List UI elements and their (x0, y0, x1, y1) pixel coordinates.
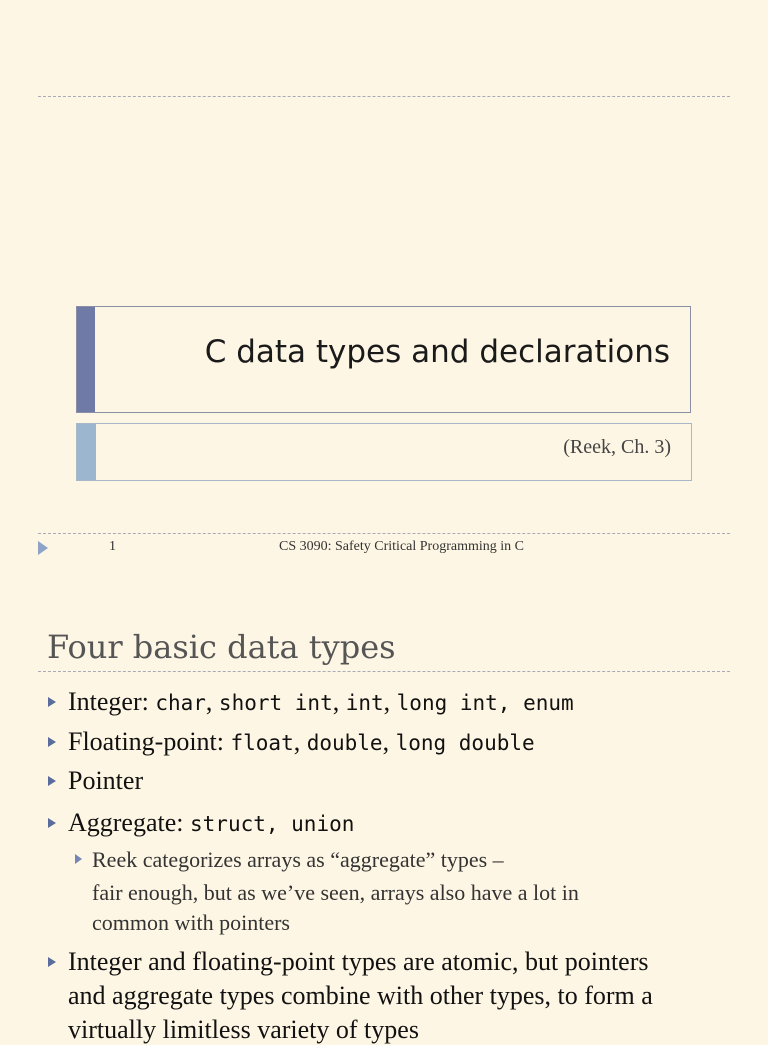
subtitle-box (76, 423, 692, 481)
title-accent-bar (77, 307, 95, 412)
slide2-title: Four basic data types (47, 628, 396, 666)
slide-subtitle: (Reek, Ch. 3) (563, 436, 671, 458)
atomic-line3-wrap (68, 1015, 419, 1045)
aggregate-note-line3: common with pointers (92, 910, 290, 935)
top-dashed-divider (38, 96, 730, 97)
footer-dashed-divider (38, 533, 730, 534)
slide2-title-divider (38, 671, 730, 672)
title-box (76, 306, 691, 413)
bullet-aggregate (68, 808, 354, 838)
atomic-line1: Integer and floating-point types are atomic, but pointers (68, 947, 649, 976)
aggregate-label: Aggregate: (68, 808, 191, 837)
aggregate-note-line1: Reek categorizes arrays as “aggregate” types – (92, 847, 504, 872)
bullet-integer: Integer: char, short int, int, long int, enum (68, 687, 574, 716)
float-label: Floating-point: (68, 727, 231, 756)
integer-type-long: long int, enum (396, 691, 574, 715)
slide-number: 1 (109, 539, 116, 554)
atomic-line3: virtually limitless variety of types (68, 1015, 419, 1044)
float-type-double: double (306, 731, 383, 755)
integer-label: Integer: (68, 687, 156, 716)
atomic-line2: and aggregate types combine with other types, to form a (68, 981, 653, 1010)
bullet-floating: Floating-point: float, double, long double (68, 727, 535, 756)
atomic-line2-wrap (68, 981, 653, 1011)
footer-course-title: CS 3090: Safety Critical Programming in C (279, 539, 524, 554)
pointer-label: Pointer (68, 766, 144, 795)
aggregate-types: struct, union (190, 812, 355, 836)
float-type-float: float (230, 731, 294, 755)
float-type-long-double: long double (395, 731, 535, 755)
integer-type-char: char (155, 691, 206, 715)
bullet-atomic (68, 947, 649, 977)
footer-arrow-icon (38, 541, 48, 555)
subtitle-accent-bar (77, 424, 96, 480)
integer-type-short: short int (218, 691, 333, 715)
slide-title: C data types and declarations (204, 334, 670, 370)
bullet-pointer (68, 766, 143, 796)
integer-type-int: int (345, 691, 384, 715)
aggregate-note-line2: fair enough, but as we’ve seen, arrays also have a lot in (92, 880, 579, 905)
